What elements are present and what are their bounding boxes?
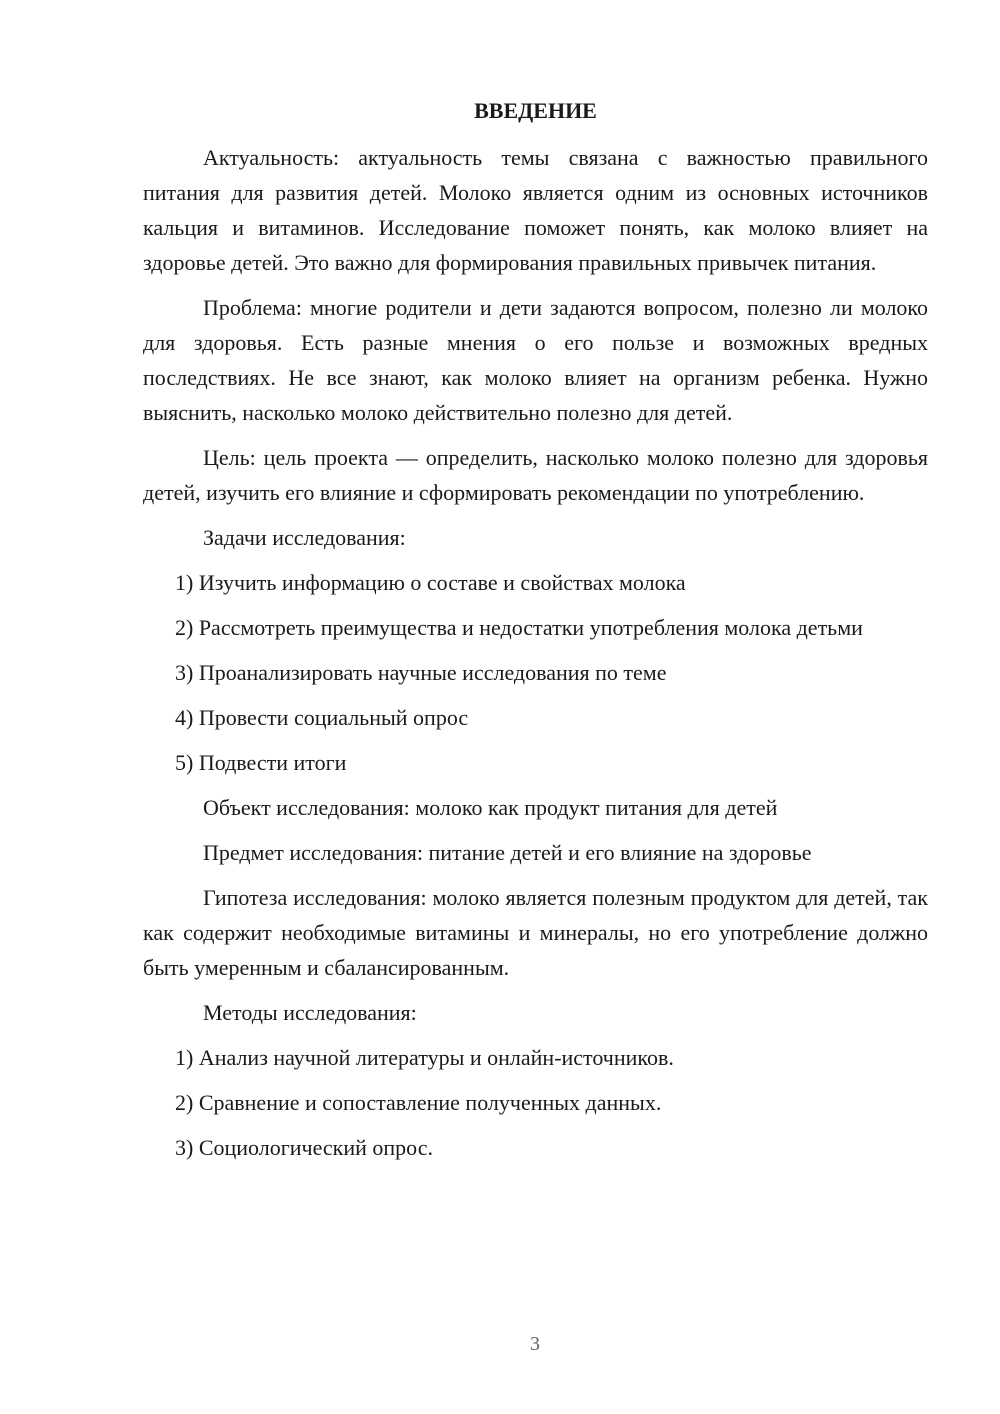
- object-paragraph: Объект исследования: молоко как продукт питания для детей: [203, 795, 778, 820]
- method-item: 2) Сравнение и сопоставление полученных данных.: [175, 1090, 662, 1115]
- problem-paragraph: Проблема: многие родители и дети задаются вопросом, полезно ли молоко для здоровья. Есть разные мнения о его пользе и возможных вредных последствиях. Не все знают, как молоко влияет на организм ребенка. Нужно выяснить, насколько молоко действительно полезно для детей.: [143, 295, 928, 425]
- method-item: 1) Анализ научной литературы и онлайн-источников.: [175, 1045, 674, 1070]
- relevance-paragraph: Актуальность: актуальность темы связана с важностью правильного питания для развития детей. Молоко является одним из основных источников кальция и витаминов. Исследование поможет понять, как молоко влияет на здоровье детей. Это важно для формирования правильных привычек питания.: [143, 145, 928, 275]
- methods-heading: Методы исследования:: [203, 1000, 417, 1025]
- document-page: [143, 94, 928, 1165]
- task-item: 2) Рассмотреть преимущества и недостатки употребления молока детьми: [175, 615, 863, 640]
- task-item: 4) Провести социальный опрос: [175, 705, 469, 730]
- section-title: ВВЕДЕНИЕ: [474, 98, 597, 123]
- task-item: 3) Проанализировать научные исследования по теме: [175, 660, 667, 685]
- subject-paragraph: Предмет исследования: питание детей и его влияние на здоровье: [203, 840, 812, 865]
- task-item: 1) Изучить информацию о составе и свойствах молока: [175, 570, 686, 595]
- hypothesis-paragraph: Гипотеза исследования: молоко является полезным продуктом для детей, так как содержит необходимые витамины и минералы, но его употребление должно быть умеренным и сбалансированным.: [143, 885, 928, 980]
- goal-paragraph: Цель: цель проекта — определить, насколько молоко полезно для здоровья детей, изучить его влияние и сформировать рекомендации по употреблению.: [143, 445, 928, 505]
- method-item: 3) Социологический опрос.: [175, 1135, 433, 1160]
- task-item: 5) Подвести итоги: [175, 750, 347, 775]
- tasks-heading: Задачи исследования:: [203, 525, 406, 550]
- page-number: 3: [530, 1333, 540, 1355]
